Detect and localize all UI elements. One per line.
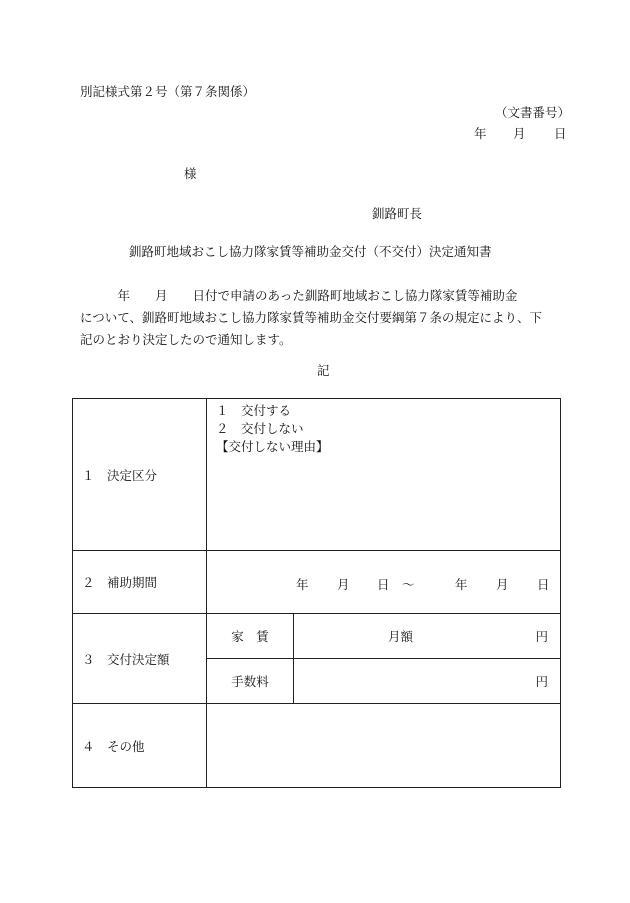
period-label: ２ 補助期間 — [73, 551, 207, 614]
ki-heading: 記 — [317, 363, 330, 378]
other-label: ４ その他 — [73, 704, 207, 788]
date-month: 月 — [513, 126, 526, 141]
period-end-year: 年 — [455, 577, 468, 592]
monthly-label: 月額 — [388, 629, 414, 644]
document-title: 釧路町地域おこし協力隊家賃等補助金交付（不交付）決定通知書 — [129, 244, 492, 259]
period-end-month: 月 — [496, 577, 509, 592]
addressee: 様 — [184, 166, 197, 181]
form-label: 別記様式第２号（第７条関係） — [80, 84, 256, 99]
date-year: 年 — [474, 126, 487, 141]
date-day: 日 — [554, 126, 567, 141]
table-row-decision — [73, 399, 561, 551]
decision-table — [72, 398, 561, 788]
body-line-3: 記のとおり決定したので通知します。 — [80, 332, 292, 347]
table-row-amount-rent — [73, 614, 561, 659]
decision-options — [207, 399, 561, 551]
fee-yen: 円 — [535, 674, 548, 689]
other-value — [207, 704, 561, 788]
body-line-1: 年 月 日付で申請のあった釧路町地域おこし協力隊家賃等補助金 — [80, 288, 518, 303]
fee-label: 手数料 — [207, 659, 294, 704]
decision-label: １ 決定区分 — [73, 399, 207, 551]
table-row-other — [73, 704, 561, 788]
period-start-year: 年 — [296, 577, 309, 592]
option-grant: １ 交付する — [216, 403, 292, 418]
table-row-period — [73, 551, 561, 614]
body-paragraph — [80, 285, 560, 351]
period-start-day: 日 — [377, 577, 390, 592]
rent-value — [294, 614, 561, 659]
period-end-day: 日 — [537, 577, 550, 592]
rent-label: 家 賃 — [207, 614, 294, 659]
fee-value — [294, 659, 561, 704]
period-value — [207, 551, 561, 614]
no-grant-reason-label: 【交付しない理由】 — [216, 439, 329, 454]
period-tilde: ～ — [402, 577, 415, 592]
amount-label: ３ 交付決定額 — [73, 614, 207, 704]
document-number: （文書番号） — [495, 105, 571, 120]
rent-yen: 円 — [535, 629, 548, 644]
period-start-month: 月 — [337, 577, 350, 592]
body-line-2: について、釧路町地域おこし協力隊家賃等補助金交付要綱第７条の規定により、下 — [80, 310, 543, 325]
option-no-grant: ２ 交付しない — [216, 421, 304, 436]
issuer: 釧路町長 — [372, 206, 423, 221]
